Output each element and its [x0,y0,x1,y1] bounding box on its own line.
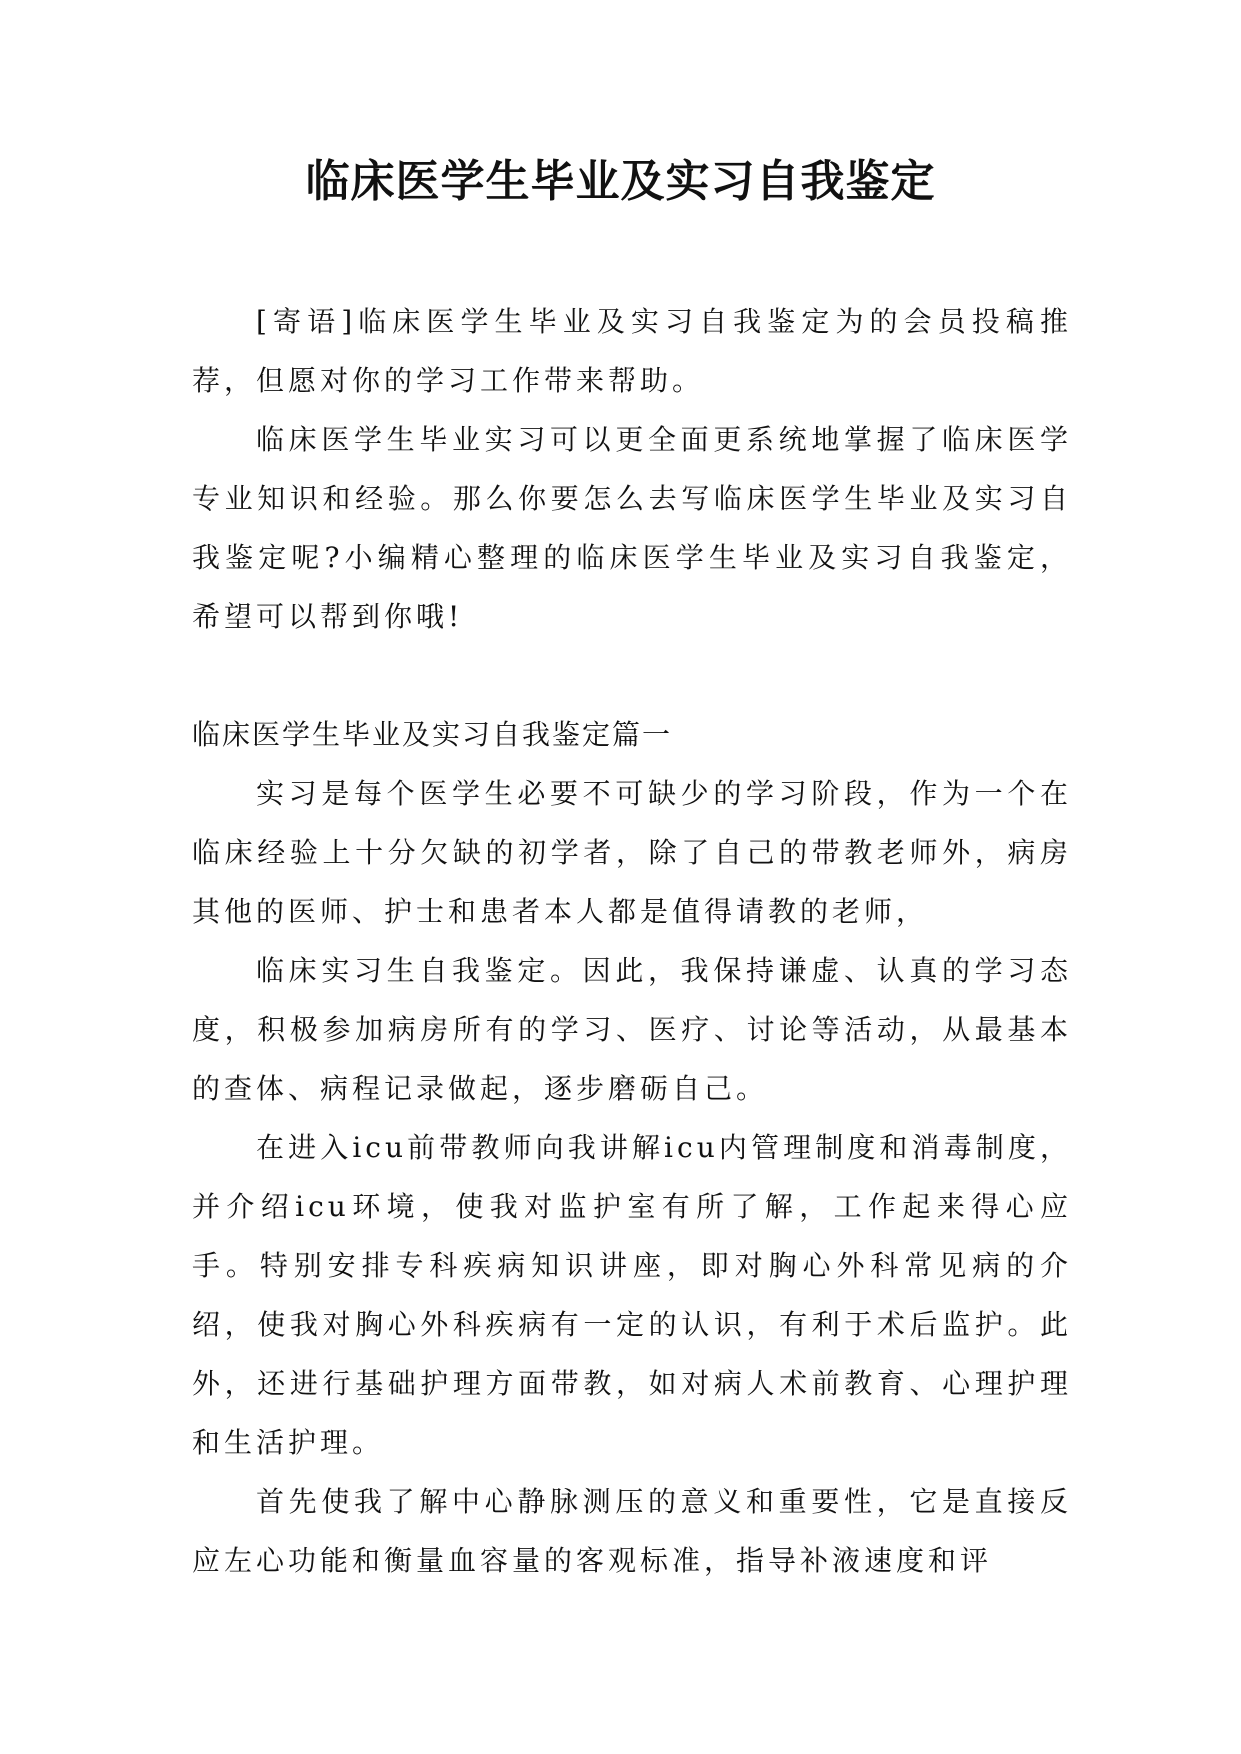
document-title: 临床医学生毕业及实习自我鉴定 [305,156,936,207]
section-paragraph: 实习是每个医学生必要不可缺少的学习阶段，作为一个在临床经验上十分欠缺的初学者，除了自己的带教老师外，病房其他的医师、护士和患者本人都是值得请教的老师， [192,777,1072,928]
section-paragraph: 临床实习生自我鉴定。因此，我保持谦虚、认真的学习态度，积极参加病房所有的学习、医疗、讨论等活动，从最基本的查体、病程记录做起，逐步磨砺自己。 [192,954,1072,1105]
section-paragraph: 在进入icu前带教师向我讲解icu内管理制度和消毒制度，并介绍icu环境，使我对监护室有所了解，工作起来得心应手。特别安排专科疾病知识讲座，即对胸心外科常见病的介绍，使我对胸心外科疾病有一定的认识，有利于术后监护。此外，还进行基础护理方面带教，如对病人术前教育、心理护理和生活护理。 [192,1131,1072,1459]
intro-paragraph: 临床医学生毕业实习可以更全面更系统地掌握了临床医学专业知识和经验。那么你要怎么去写临床医学生毕业及实习自我鉴定呢?小编精心整理的临床医学生毕业及实习自我鉴定，希望可以帮到你哦! [192,423,1072,633]
section-paragraph: 首先使我了解中心静脉测压的意义和重要性，它是直接反应左心功能和衡量血容量的客观标准，指导补液速度和评 [192,1485,1072,1577]
intro-paragraph: [寄语]临床医学生毕业及实习自我鉴定为的会员投稿推荐，但愿对你的学习工作带来帮助。 [192,305,1072,397]
document-body [192,292,1072,1590]
section-heading: 临床医学生毕业及实习自我鉴定篇一 [192,718,673,751]
